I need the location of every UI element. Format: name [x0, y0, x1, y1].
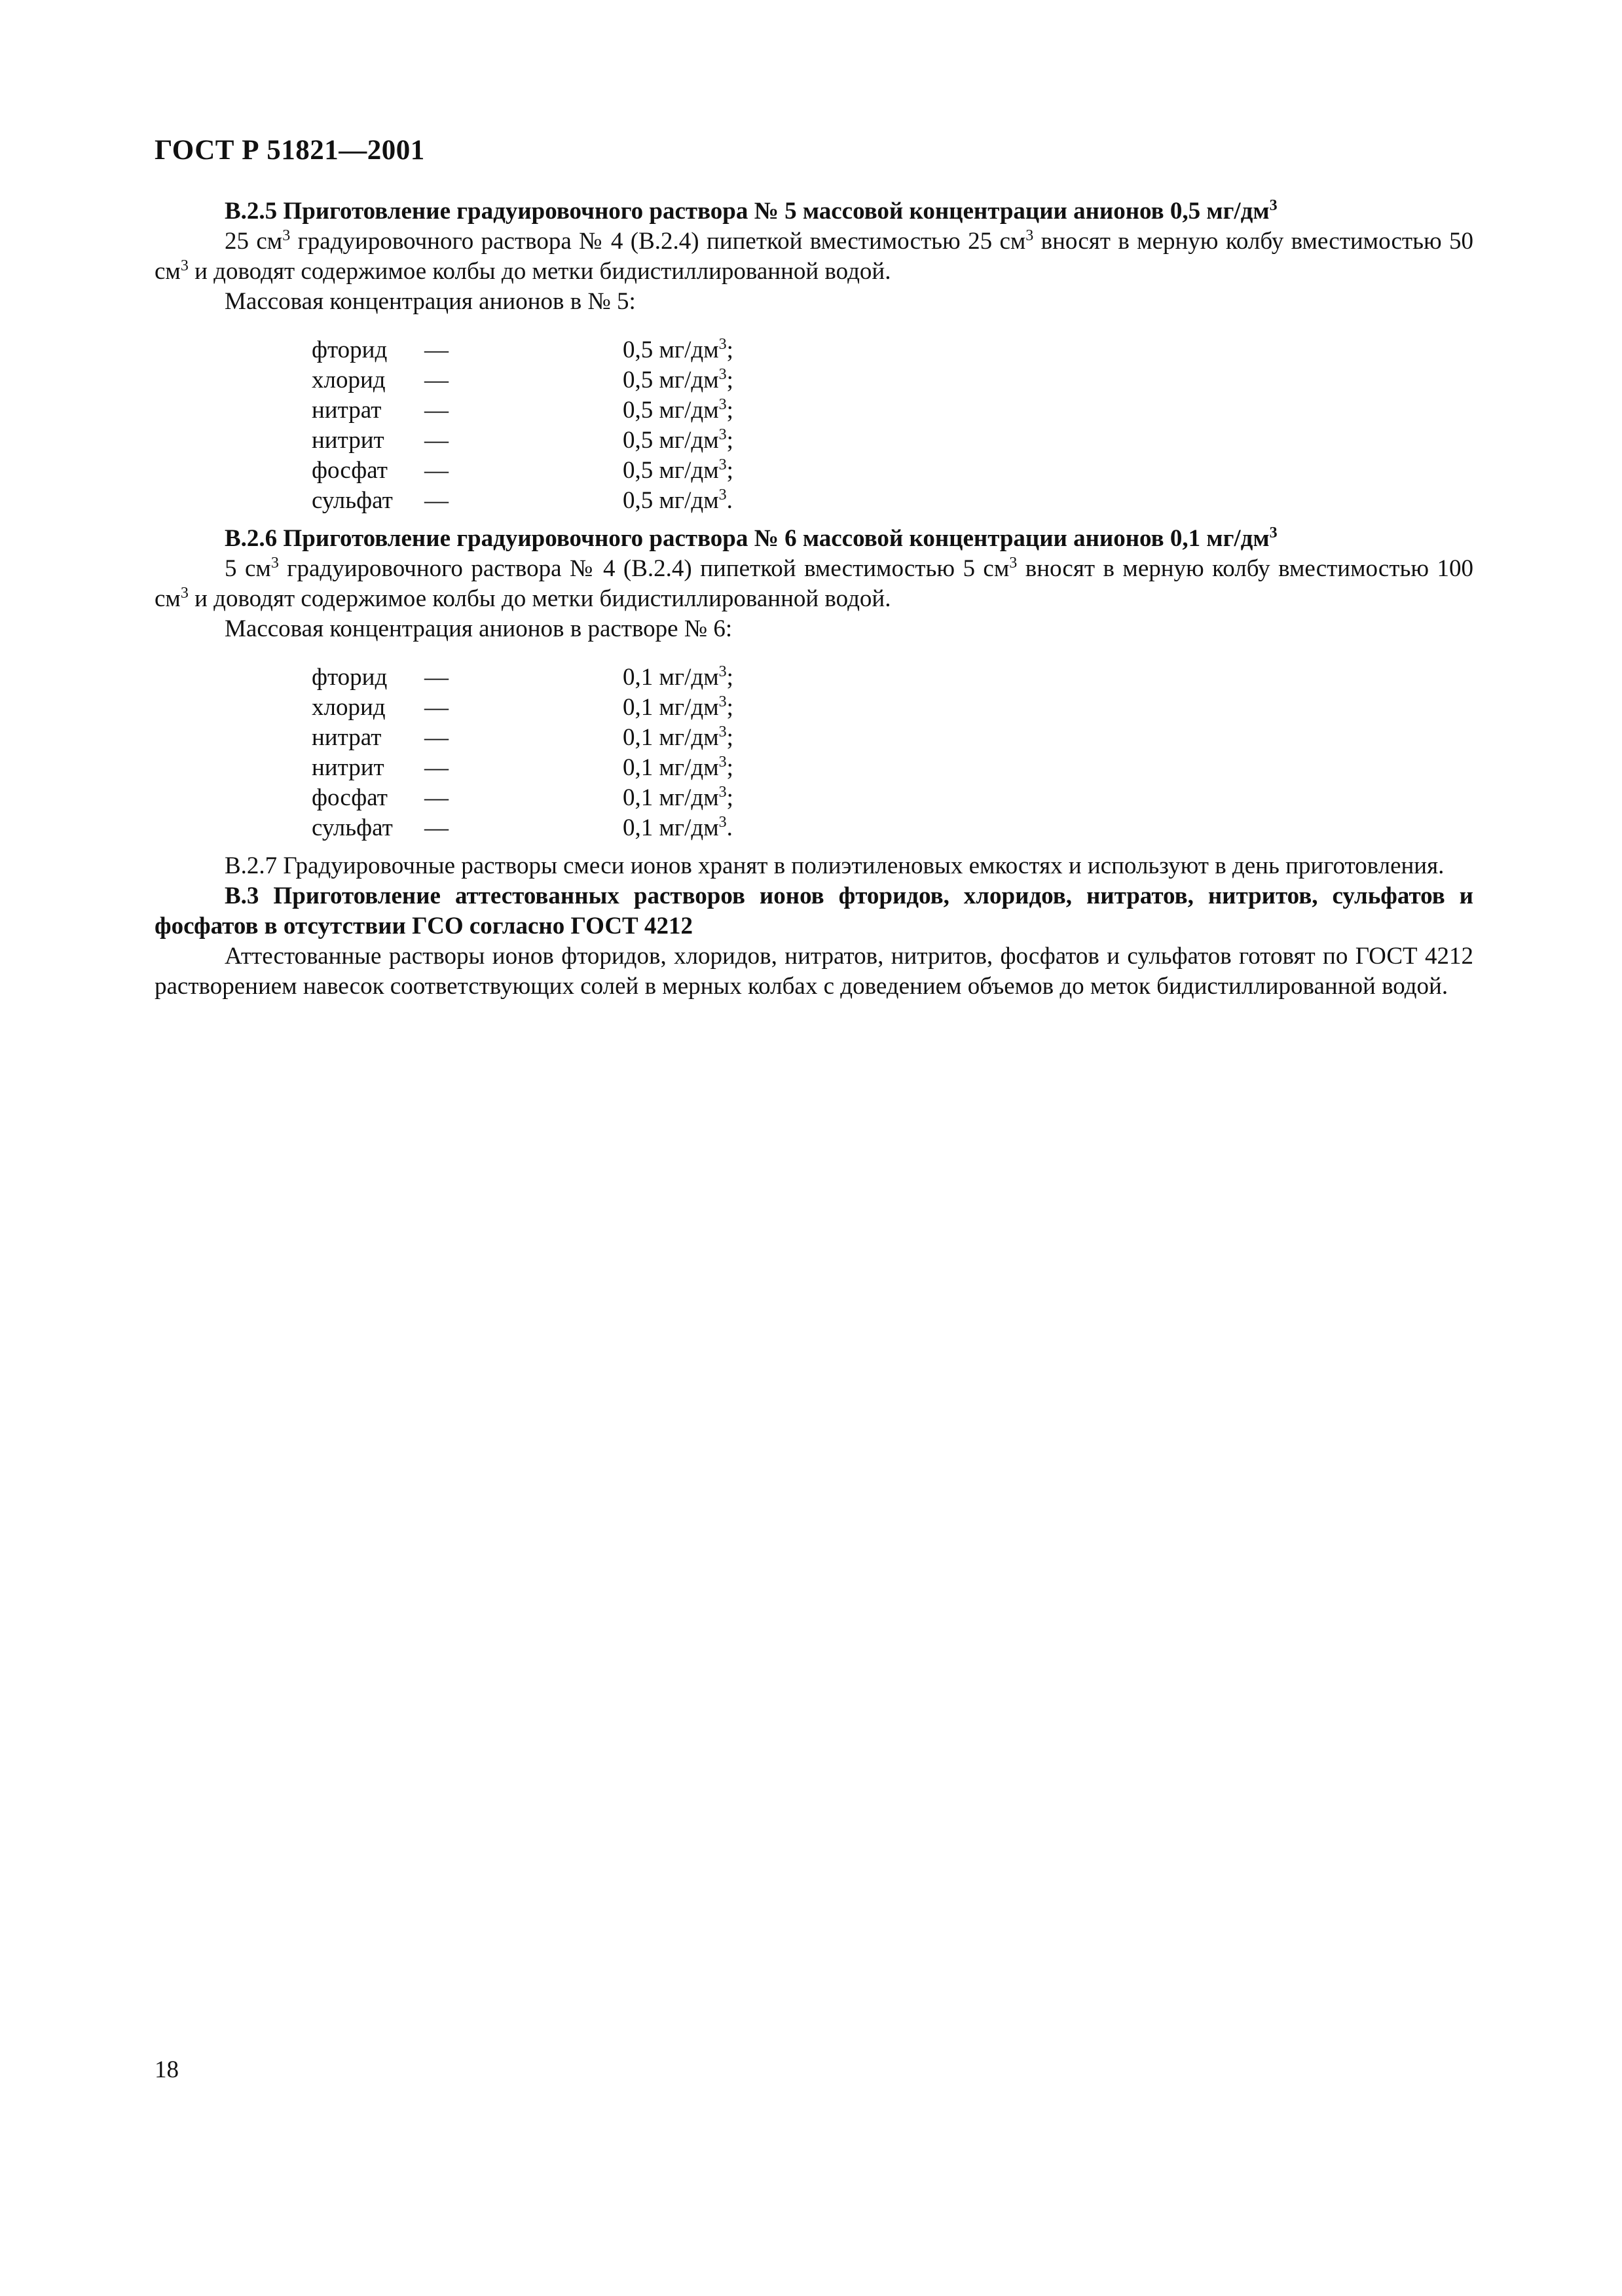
text-run: и доводят содержимое колбы до метки бидистиллированной водой. [188, 258, 891, 285]
text-run: вносят в мерную колбу вместимостью 100 см [155, 555, 1474, 612]
dash: — [424, 664, 449, 691]
superscript: 3 [270, 555, 279, 572]
page-number: 18 [155, 2056, 179, 2083]
list-item [312, 335, 1473, 365]
section-heading-b26 [155, 524, 1473, 554]
punctuation: ; [726, 457, 733, 484]
concentration-value [623, 813, 885, 843]
list-item [312, 456, 1473, 486]
list-item [312, 395, 1473, 426]
anion-name: сульфат [312, 487, 393, 514]
concentration-intro-b26: Массовая концентрация анионов в растворе № 6: [225, 615, 733, 642]
concentration-value [623, 753, 885, 783]
superscript: 3 [718, 456, 727, 473]
concentration-value [623, 486, 885, 516]
value-text: 0,1 мг/дм [623, 814, 719, 841]
dash: — [424, 367, 449, 393]
value-text: 0,5 мг/дм [623, 397, 719, 424]
superscript: 3 [718, 366, 727, 383]
value-text: 0,5 мг/дм [623, 427, 719, 454]
punctuation: ; [726, 427, 733, 454]
value-text: 0,5 мг/дм [623, 337, 719, 363]
dash: — [424, 457, 449, 484]
dash: — [424, 397, 449, 424]
dash: — [424, 814, 449, 841]
superscript: 3 [718, 486, 727, 503]
dash: — [424, 784, 449, 811]
concentration-list-b26 [155, 663, 1473, 843]
list-item [312, 723, 1473, 753]
superscript: 3 [718, 814, 727, 831]
concentration-value [623, 365, 885, 395]
concentration-list-b25 [155, 335, 1473, 516]
superscript: 3 [1025, 227, 1034, 244]
superscript: 3 [180, 585, 189, 602]
text-run: вносят в мерную колбу вместимостью 50 см [155, 228, 1473, 285]
superscript: 3 [718, 723, 727, 740]
anion-name: нитрат [312, 397, 382, 424]
concentration-value [623, 335, 885, 365]
superscript: 3 [718, 336, 727, 353]
punctuation: . [726, 814, 733, 841]
punctuation: ; [726, 397, 733, 424]
punctuation: ; [726, 724, 733, 751]
value-text: 0,1 мг/дм [623, 664, 719, 691]
dash: — [424, 427, 449, 454]
superscript: 3 [1009, 555, 1018, 572]
value-text: 0,1 мг/дм [623, 724, 719, 751]
text-run: градуировочного раствора № 4 (В.2.4) пипеткой вместимостью 5 см [278, 555, 1010, 582]
section-paragraph-b3: Аттестованные растворы ионов фторидов, хлоридов, нитратов, нитритов, фосфатов и сульфатов готовят по ГОСТ 4212 растворением навесок соответствующих солей в мерных колбах с доведением объемов до меток бидистиллированной водой. [155, 943, 1473, 1000]
superscript: 3 [718, 663, 727, 680]
superscript: 3 [1269, 524, 1278, 541]
text-run: 5 см [225, 555, 271, 582]
document-page [155, 0, 1473, 2296]
anion-name: фторид [312, 664, 388, 691]
list-item [312, 813, 1473, 843]
value-text: 0,1 мг/дм [623, 694, 719, 721]
list-item [312, 783, 1473, 813]
dash: — [424, 724, 449, 751]
value-text: 0,5 мг/дм [623, 487, 719, 514]
concentration-value [623, 723, 885, 753]
punctuation: ; [726, 664, 733, 691]
anion-name: фосфат [312, 784, 388, 811]
text-run: 25 см [225, 228, 283, 255]
list-item [312, 365, 1473, 395]
list-item [312, 426, 1473, 456]
concentration-value [623, 783, 885, 813]
concentration-value [623, 426, 885, 456]
anion-name: фосфат [312, 457, 388, 484]
section-heading-b25 [155, 196, 1473, 227]
list-item [312, 663, 1473, 693]
value-text: 0,5 мг/дм [623, 457, 719, 484]
value-text: 0,5 мг/дм [623, 367, 719, 393]
superscript: 3 [718, 396, 727, 413]
punctuation: ; [726, 367, 733, 393]
concentration-intro-b25: Массовая концентрация анионов в № 5: [225, 288, 636, 315]
text-run: градуировочного раствора № 4 (В.2.4) пипеткой вместимостью 25 см [290, 228, 1026, 255]
dash: — [424, 754, 449, 781]
superscript: 3 [718, 426, 727, 443]
anion-name: фторид [312, 337, 388, 363]
superscript: 3 [718, 693, 727, 710]
anion-name: сульфат [312, 814, 393, 841]
superscript: 3 [180, 257, 189, 274]
dash: — [424, 337, 449, 363]
superscript: 3 [1269, 197, 1278, 214]
dash: — [424, 694, 449, 721]
concentration-value [623, 663, 885, 693]
section-paragraph-b26 [155, 554, 1473, 614]
anion-name: нитрит [312, 427, 384, 454]
document-content [155, 196, 1473, 1002]
anion-name: хлорид [312, 694, 386, 721]
section-heading-b3: В.3 Приготовление аттестованных растворов ионов фторидов, хлоридов, нитратов, нитритов, сульфатов и фосфатов в отсутствии ГСО согласно ГОСТ 4212 [155, 883, 1473, 939]
dash: — [424, 487, 449, 514]
list-item [312, 753, 1473, 783]
punctuation: ; [726, 784, 733, 811]
document-header: ГОСТ Р 51821—2001 [155, 135, 425, 166]
heading-text: В.2.6 Приготовление градуировочного раствора № 6 массовой концентрации анионов 0,1 мг/дм [225, 525, 1270, 552]
superscript: 3 [282, 227, 291, 244]
concentration-value [623, 693, 885, 723]
list-item [312, 486, 1473, 516]
heading-text: В.2.5 Приготовление градуировочного раствора № 5 массовой концентрации анионов 0,5 мг/дм [225, 198, 1270, 225]
superscript: 3 [718, 784, 727, 801]
punctuation: ; [726, 337, 733, 363]
punctuation: ; [726, 694, 733, 721]
section-paragraph-b27: В.2.7 Градуировочные растворы смеси ионов хранят в полиэтиленовых емкостях и используют в день приготовления. [225, 852, 1445, 879]
section-paragraph-b25 [155, 227, 1473, 287]
anion-name: нитрат [312, 724, 382, 751]
list-item [312, 693, 1473, 723]
anion-name: нитрит [312, 754, 384, 781]
concentration-value [623, 456, 885, 486]
punctuation: . [726, 487, 733, 514]
punctuation: ; [726, 754, 733, 781]
anion-name: хлорид [312, 367, 386, 393]
value-text: 0,1 мг/дм [623, 754, 719, 781]
superscript: 3 [718, 754, 727, 771]
value-text: 0,1 мг/дм [623, 784, 719, 811]
text-run: и доводят содержимое колбы до метки бидистиллированной водой. [188, 585, 891, 612]
concentration-value [623, 395, 885, 426]
